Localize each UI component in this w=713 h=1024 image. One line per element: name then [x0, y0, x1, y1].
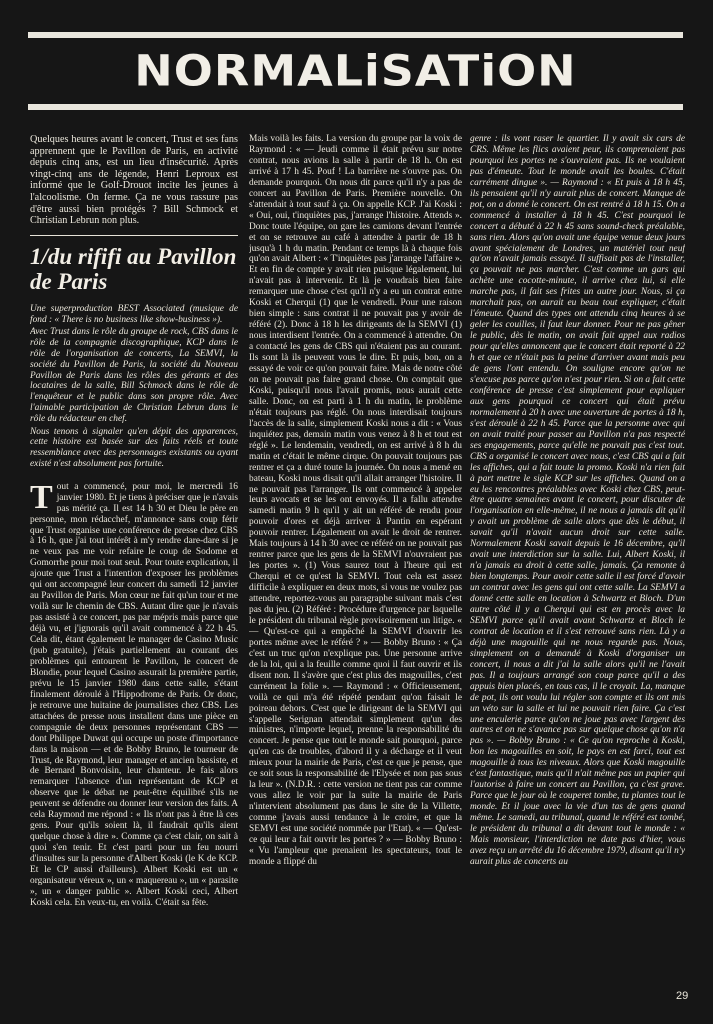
- page-number: 29: [676, 990, 689, 1002]
- title-banner: [28, 28, 683, 114]
- article-text: genre : ils vont raser le quartier. Il y avait six cars de CRS. Même les flics avaient peur, ils comprenaient pas pourquoi les portes ne s'ouvraient pas. Ils ne voulaient pas d'émeute. Tout le monde avait les boules. C'était carrément dingue ». — Raymond : « Et puis à 18 h 45, ils pensaient qu'il n'y aurait plus de concert. Manque de pot, on a donné le concert. On est rentré à 18 h 15. On a commencé à installer à 18 h 45. C'est pourquoi le concert a débuté à 22 h 45 sans sound-check préalable, sans rien. Alors qu'on avait une équipe venue deux jours avant spécialement de Londres, un matériel tout neuf qu'on n'avait jamais essayé. Il suffisait pas de l'installer, ça pouvait ne pas marcher. C'est comme un gars qui achète une cocotte-minute, il arrive chez lui, si elle marche pas, il fait ses frites un autre jour. Nous, si ça marchait pas, on aurait eu beau tout expliquer, c'était l'émeute. Quand des types ont attendu cinq heures à se geler les couilles, il faut leur donner. Pour ne pas gêner le public, dès le matin, on avait fait appel aux radios pour qu'elles annoncent que le concert était reporté à 22 h et que ce n'était pas la peine d'arriver avant mais peu de gens l'ont entendu. On souligne encore qu'on ne s'excuse pas parce qu'on n'est pour rien. Si on a fait cette conférence de presse c'est simplement pour expliquer aux gens pourquoi ce concert qui était prévu normalement à 20 h avec une ouverture de portes à 18 h, s'est déroulé à 22 h 45. Parce que la personne avec qui on avait traité pour passer au Pavillon n'a pas respecté ses engagements, parce qu'elle ne pouvait pas c'est tout. CBS a organisé le concert avec nous, c'est CBS qui a fait les affiches, qui a fait toute la promo. Koski n'a rien fait à part mettre le sigle KCP sur les affiches. Quand on a eu les rencontres préalables avec Koski chez CBS, peut-être quatre semaines avant le concert, pour discuter de l'organisation en elle-même, il ne nous a jamais dit qu'il y avait un problème de salle alors que dès le début, il savait qu'il n'avait aucun droit sur cette salle. Normalement Koski savait depuis le 16 décembre, qu'il avait une interdiction sur la salle. Lui, Albert Koski, il n'a jamais eu droit à cette salle, jamais. Ça remonte à bien longtemps. Pour avoir cette salle il est forcé d'avoir un contrat avec les gens qui ont cette salle. La SEMVI a donné cette salle en location à Schwartz et Bloch. D'un autre côté il y a Cherqui qui est en procès avec la SEMVI parce qu'il avait avant Schwartz et Bloch le contrat de location et il s'est retrouvé sans rien. Là y a déjà une magouille qui ne nous regarde pas. Nous, simplement on a demandé à Koski d'organiser un concert, il nous a dit j'ai la salle alors qu'il ne l'avait pas. Il a toujours arrangé son coup parce qu'il a des appuis bien placés, en tous cas, il le croyait. La, manque de pot, ils ont voulu lui régler son compte et ils ont mis un véto sur la salle et lui ne pouvait rien faire. Ça c'est une enculerie parce qu'on ne joue pas avec l'argent des autres et on ne s'avance pas sur quelque chose qu'on n'a pas ». — Bobby Bruno : « Ce qu'on reproche à Koski, bon les magouilles en soit, le pays en est farci, tout est magouille à tous les niveaux. Alors que Koski magouille c'est fantastique, mais qu'il n'ait même pas un papier qui l'autorise à faire un concert au Pavillon, ça c'est grave. Parce que le jour où le couperet tombe, tu plantes tout le monde. Et il joue avec la vie d'un tas de gens quand même. Le samedi, au tribunal, quand le référé est tombé, le président du tribunal a dit devant tout le monde : « Mais monsieur, l'interdiction ne date pas d'hier, vous avez reçu un arrêté du 16 décembre 1979, disant qu'il n'y aurait plus de concerts au: [470, 134, 685, 867]
- column-3: [470, 134, 685, 994]
- article-body-start: [30, 478, 238, 909]
- credit-paragraph: Une superproduction BEST Associated (musique de fond : « There is no business like show-business »).: [30, 303, 238, 325]
- drop-cap: T: [30, 478, 53, 516]
- credit-paragraph: Nous tenons à signaler qu'en dépit des apparences, cette histoire est basée sur des faits réels et toute ressemblance avec des personnages existants ou ayant existé n'est absolument pas fortuite.: [30, 426, 238, 469]
- page-title: NORMALiSATiON: [134, 46, 577, 96]
- banner-bottom-rule: [28, 104, 683, 110]
- article-text: Mais voilà les faits. La version du groupe par la voix de Raymond : « — Jeudi comme il était prévu sur notre contrat, nous avions la salle à partir de 18 h. On est arrivé à 17 h 45. Pouf ! La barrière ne s'ouvre pas. On demande pourquoi. On nous dit parce qu'il n'y a pas de concert au Pavillon de Paris. Première nouvelle. On s'attendait à tout sauf à ça. On appelle KCP. J'ai Koski : « Oui, oui, t'inquiètes pas, j'arrange l'histoire. Attends ». Donc toute l'équipe, on gare les camions devant l'entrée et on se retrouve au café à attendre à partir de 18 h jusqu'à 1 h du matin. Pendant ce temps là à chaque fois qu'on avait Albert : « T'inquiètes pas j'arrange l'affaire ». Et en fin de compte y avait rien puisque légalement, lui n'avait pas à intervenir. Et là je voudrais bien faire remarquer une chose c'est qu'il n'y a eu un contrat entre Koski et Cherqui (1) que le vendredi. Pour une raison bien simple : sans contrat il ne pouvait pas y avoir de référé (2). Donc à 18 h les dirigeants de la SEMVI (1) nous interdisent l'entrée. On a commencé à attendre. On a contacté les gens de CBS qui n'étaient pas au courant. Ils sont là ils peuvent vous le dire. Et puis, bon, on a essayé de voir ce qu'on pouvait faire. Mais de notre côté on ne pouvait pas faire grand chose. On comptait que Koski, puisqu'il nous l'avait promis, nous aurait cette salle. Donc, on est parti à 1 h du matin, le problème n'était toujours pas réglé. On nous interdisait toujours l'accès de la salle, simplement Koski nous a dit : « Vous inquiétez pas, demain matin vous venez à 8 h et tout est réglé ». Le lendemain, vendredi, on est arrivé à 8 h du matin et c'était le même cirque. On pouvait toujours pas rentrer et ça a duré toute la journée. On nous a mené en bateau, Koski nous disait qu'il allait arranger l'histoire. Il ne pouvait pas l'arranger. Ils ont commencé à appeler leurs avocats et se les ont envoyés. Il a fallu attendre samedi matin 9 h qu'il y ait un référé de rendu pour pouvoir d'ores et déjà arriver à Pantin en espérant pouvoir rentrer. Légalement on avait le droit de rentrer. Mais toujours à 14 h 30 avec ce référé on ne pouvait pas rentrer parce que les gens de la SEMVI n'ouvraient pas les portes ». (1) Vous saurez tout à l'heure qui est Cherqui et ce qu'est la SEMVI. Tout cela est assez difficile à expliquer en deux mots, si vous ne voulez pas attendre, reportez-vous au paragraphe suivant mais c'est pas du jeu. (2) Référé : Procédure d'urgence par laquelle le président du tribunal règle provisoirement un litige. « — Qu'est-ce qui a empêché la SEMVI d'ouvrir les portes même avec le référé ? » — Bobby Bruno : « Ça c'est un truc qu'on n'explique pas. Une personne arrive de la loi, qui a la feuille comme quoi il faut ouvrir et ils disent non. Il s'avère que c'est plus des magouilles, c'est carrément la folie ». — Raymond : « Officieusement, voilà ce qui m'a été répété pendant qu'on faisait le poireau dehors. C'est que le dirigeant de la SEMVI qui s'appelle Serignan attendait simplement qu'un des ministres, n'importe lequel, prenne la responsabilité du concert. Je pense que tout le monde sait pourquoi, parce qu'en cas de troubles, d'abord il y a décharge et il veut mieux pour la mairie de Paris, c'est ce que je pense, que ce soit sous la responsabilité de l'Elysée et non pas sous la leur ». (N.D.R. : cette version ne tient pas car comme vous allez le voir par la suite la mairie de Paris n'intervient absolument pas dans le site de la Villette, comme j'avais aussi tendance à le croire, et que la SEMVI est une société nommée par l'Etat). « — Qu'est-ce qui leur a fait ouvrir les portes ? » — Bobby Bruno : « Vu l'ampleur que prenaient les spectateurs, tout le monde a flippé du: [249, 134, 462, 867]
- column-2: [249, 134, 462, 1006]
- article-text: out a commencé, pour moi, le mercredi 16 janvier 1980. Et je tiens à préciser que je n'avais pas mérité ça. Il est 14 h 30 et Dieu le père en personne, mon rédacchef, m'annonce sans coup férir que Trust organise une conférence de presse chez CBS à 16 h, que j'ai tout intérêt à m'y rendre dare-dare si je ne veux pas me voir refaire le coup de Sodome et Gomorrhe pour moi tout seul. Pour toute explication, il ajoute que Trust a l'intention d'exposer les problèmes qui ont accompagné leur concert du samedi 12 janvier au Pavillon de Paris. Mon cœur ne fait qu'un tour et me voilà sur le chemin de CBS. Autant dire que je n'avais pas assisté à ce concert, pas par mépris mais parce que déjà vu, et j'ignorais qu'il avait commencé à 22 h 45. Cela dit, étant également le manager de Casino Music (pub gratuite), j'étais partiellement au courant des problèmes qui entourent le Pavillon, le concert de Blondie, pour lequel Casino assurait la première partie, prévu le 15 janvier 1980 dans cette salle, s'étant finalement déroulé à l'Hippodrome de Paris. Or donc, je retrouve une huitaine de journalistes chez CBS. Les attachées de presse nous installent dans une pièce en compagnie de deux personnes représentant CBS — dont Philippe Duwat qui occupe un poste d'importance dans la maison — et de Bobby Bruno, le tourneur de Trust, de Raymond, leur manager et ancien bassiste, et de Bernard Bonvoisin, leur chanteur. Je fais alors remarquer l'absence d'un représentant de KCP et observe que le débat ne peut-être équilibré s'ils ne peuvent se défendre ou donner leur version des faits. A cela Raymond me répond : « Ils n'ont pas à être là ces gens. Pour qu'ils soient là, il faudrait qu'ils aient quelque chose à dire ». Comme ça c'est clair, on sait à quoi s'en tenir. Et c'est parti pour un feu nourri d'insultes sur la personne d'Albert Koski (le K de KCP. Et le CP aussi d'ailleurs). Albert Koski est un « organisateur véreux », un « maquereau », un « parasite », un « danger public ». Albert Koski ceci, Albert Koski cela. En veux-tu, en voilà. C'était sa fête.: [30, 481, 238, 908]
- section-title: 1/du rififi au Pavillon de Paris: [30, 243, 237, 294]
- banner-top-rule: [28, 32, 683, 38]
- intro-paragraph: Quelques heures avant le concert, Trust et ses fans apprennent que le Pavillon de Paris, en activité depuis cinq ans, est un lieu d'insécurité. Après vingt-cinq ans de légende, Henri Leproux est informé que le Golf-Drouot incite les jeunes à l'alcoolisme. On ferme. Ça ne vous rassure pas d'être aussi bien protégés ? Bill Schmock et Christian Lebrun non plus.: [30, 134, 238, 227]
- credit-paragraph: Avec Trust dans le rôle du groupe de rock, CBS dans le rôle de la compagnie discographique, KCP dans le rôle de l'organisation de concerts, La SEMVI, la société du Pavillon de Paris, la société du Nouveau Pavillon de Paris dans les rôles des gérants et des locataires de la salle, Bill Schmock dans le rôle de l'enquêteur et le public dans son propre rôle. Avec l'aimable participation de Christian Lebrun dans le rôle du rédacteur en chef.: [30, 327, 238, 424]
- section-divider: [30, 235, 238, 236]
- column-1: [30, 134, 238, 1004]
